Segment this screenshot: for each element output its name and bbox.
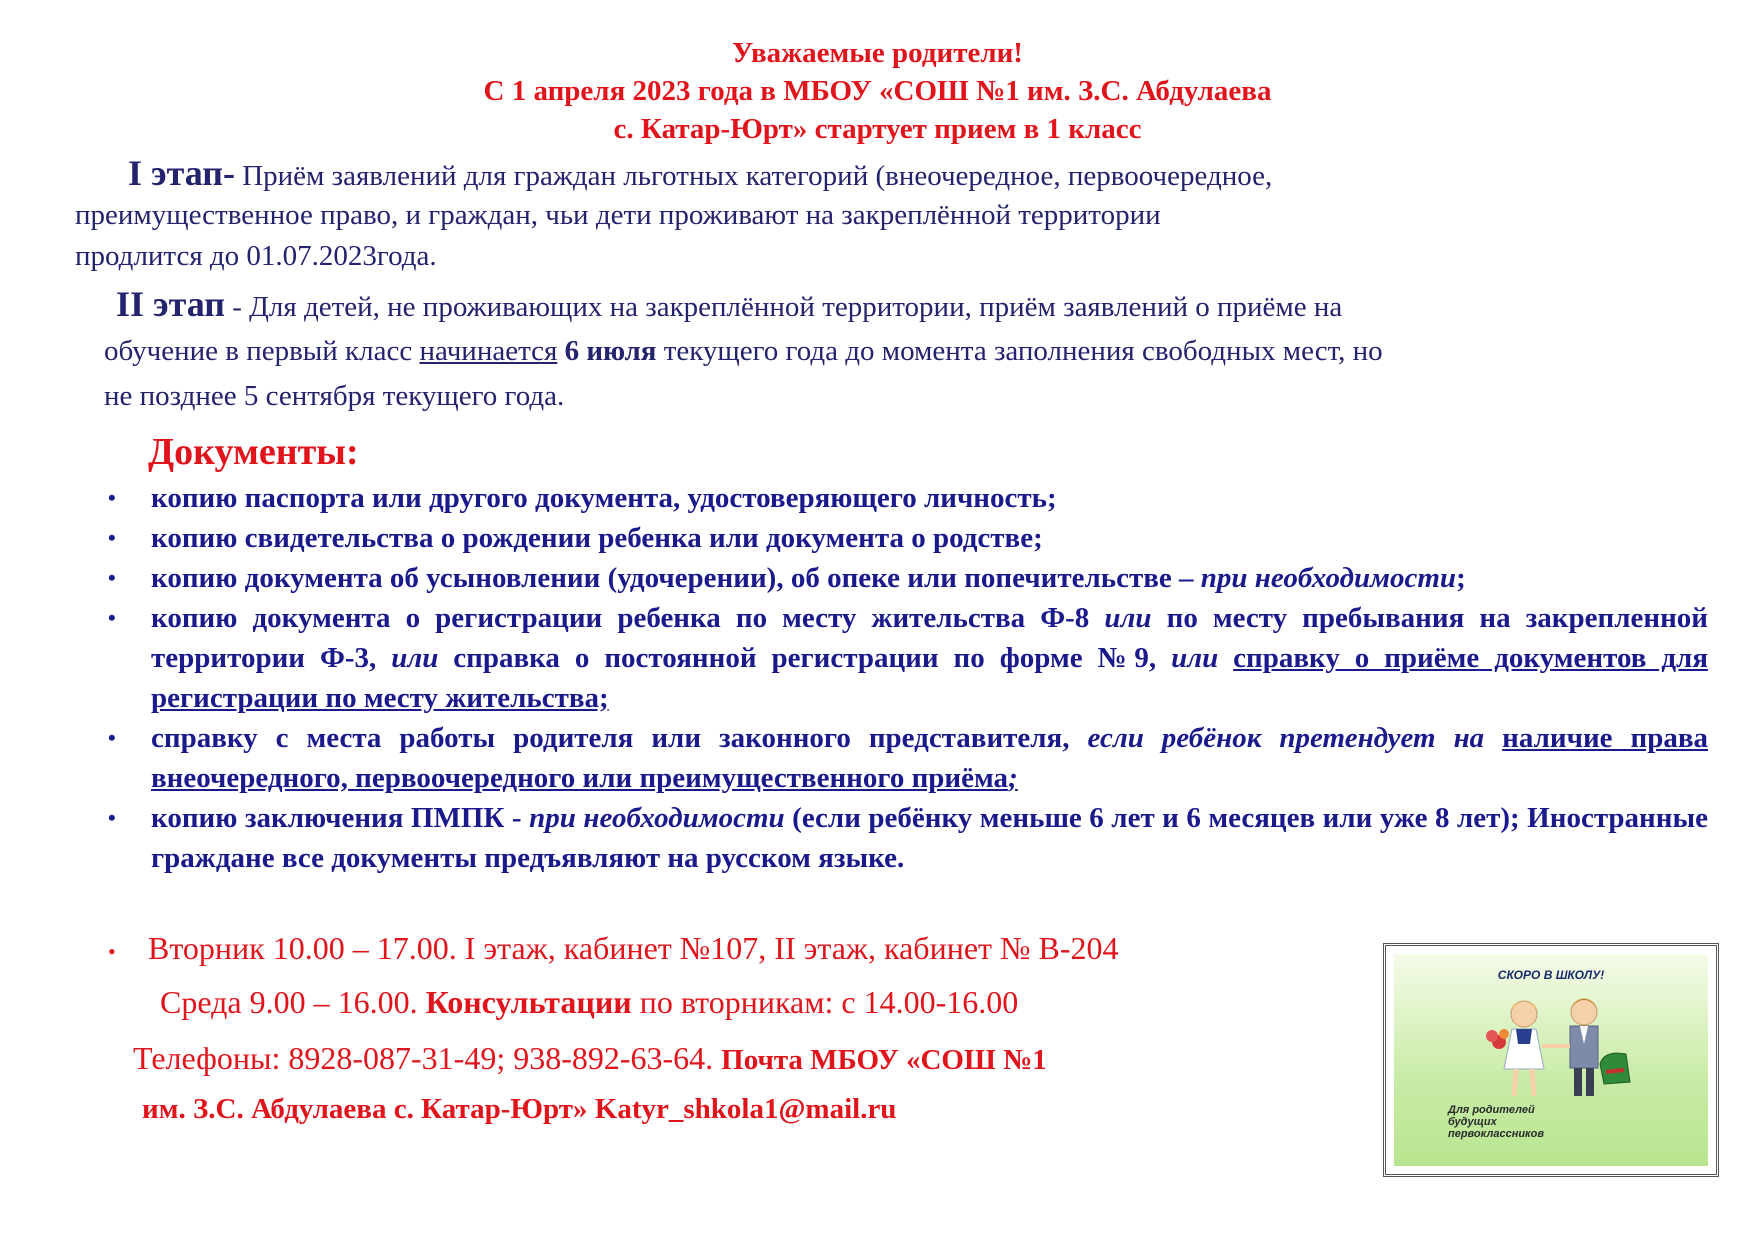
schedule-tuesday [108,930,1119,967]
document-item-registration [108,598,1708,718]
poster-subtitle-2: будущих [1448,1116,1497,1128]
documents-heading: Документы: [148,431,359,473]
stage2-text-1: - Для детей, не проживающих на закреплённой территории, приём заявлений о приёме на [224,291,1343,323]
stage2-text-2a: обучение в первый класс [104,335,420,367]
stage1-line-2: преимущественное право, и граждан, чьи дети проживают на закреплённой территории [75,199,1161,231]
poster-subtitle-1: Для родителей [1448,1104,1535,1116]
document-item-birth-certificate [108,518,1708,558]
stage1-line-1 [128,153,1272,196]
children-illustration [1454,984,1654,1104]
bullet-icon: • [108,525,116,550]
document-item-space [1218,642,1233,674]
document-item-text: копию документа об усыновлении (удочерении), об опеке или попечительстве – [151,562,1201,594]
document-item-underlined: наличие права внеочередного, первоочередного или преимущественного приёма [151,722,1709,794]
stage2-label: II этап [116,284,225,324]
document-item-punct: ; [1008,762,1018,794]
schedule-wednesday-text: Среда 9.00 – 16.00. [160,984,426,1020]
document-item-or: или [1171,642,1219,674]
document-item-text: справка о постоянной регистрации по форме №9, [438,642,1172,674]
document-item-or: или [1104,602,1152,634]
contacts-mail: им. З.С. Абдулаева с. Катар-Юрт» Katyr_shkola1@mail.ru [142,1093,897,1125]
mail-label: Почта МБОУ «СОШ №1 [721,1044,1047,1076]
title-line-1: Уважаемые родители! [732,37,1023,69]
stage2-line-2 [104,331,1383,371]
document-item-note: при необходимости [529,802,785,834]
contacts-phones [133,1040,1047,1077]
bullet-icon: • [108,485,116,510]
document-item-note: при необходимости [1200,562,1457,594]
schedule-consultations-time: по вторникам: с 14.00-16.00 [631,984,1019,1020]
document-item-passport [108,478,1708,518]
poster-subtitle-3: первоклассников [1448,1128,1544,1140]
document-item-text: копию свидетельства о рождении ребенка или документа о родстве; [151,522,1043,554]
bullet-icon: • [108,725,116,750]
document-item-text: копию документа о регистрации ребенка по месту жительства Ф-8 [151,602,1105,634]
document-item-punct: ; [1456,562,1466,594]
stage2-line-1 [116,284,1342,327]
document-item-text: копию заключения ПМПК - [151,802,530,834]
stage2-line-3: не позднее 5 сентября текущего года. [104,380,565,412]
document-item-condition: если ребёнок претендует на [1087,722,1503,754]
poster-subtitle [1448,1104,1648,1140]
stage1-label: I этап- [128,153,235,193]
document-item-adoption [108,558,1708,598]
stage2-text-2e: текущего года до момента заполнения свободных мест, но [656,335,1383,367]
poster-title: СКОРО В ШКОЛУ! [1497,968,1605,982]
document-item-text: копию паспорта или другого документа, удостоверяющего личность; [151,482,1057,514]
stage1-line-3: продлится до 01.07.2023года. [75,240,437,272]
page-title [0,34,1755,148]
phones-text: Телефоны: 8928-087-31-49; 938-892-63-64. [133,1040,722,1076]
poster-image-frame [1383,943,1719,1177]
document-item-text: справку с места работы родителя или законного представителя, [151,722,1088,754]
document-item-text: по месту пребывания на закрепленной территории Ф-3, [151,602,1708,674]
stage2-date: 6 июля [564,335,657,367]
title-line-2: С 1 апреля 2023 года в МБОУ «СОШ №1 им. З.С. Абдулаева [483,75,1272,107]
document-item-work-certificate [108,718,1708,798]
title-line-3: с. Катар-Юрт» стартует прием в 1 класс [613,113,1142,145]
bullet-icon: • [108,805,116,830]
document-item-or: или [391,642,439,674]
bullet-icon: • [108,938,116,964]
schedule-tuesday-text: Вторник 10.00 – 17.00. I этаж, кабинет №107, II этаж, кабинет № В-204 [148,930,1119,966]
document-item-text: (если ребёнку меньше 6 лет и 6 месяцев или уже 8 лет); Иностранные граждане все документы предъявляют на русском языке. [151,802,1708,874]
documents-list [108,478,1708,878]
bullet-icon: • [108,605,116,630]
schedule-consultations: Консультации [425,984,632,1020]
stage2-space [557,335,564,367]
stage2-starts-underlined: начинается [419,335,558,367]
document-item-pmpk [108,798,1708,878]
bullet-icon: • [108,565,116,590]
schedule-wednesday [160,984,1018,1021]
stage1-text-1: Приём заявлений для граждан льготных категорий (внеочередное, первоочередное, [234,160,1273,192]
poster-image [1394,954,1708,1166]
document-item-underlined: справку о приёме документов для регистрации по месту жительства; [151,642,1709,714]
